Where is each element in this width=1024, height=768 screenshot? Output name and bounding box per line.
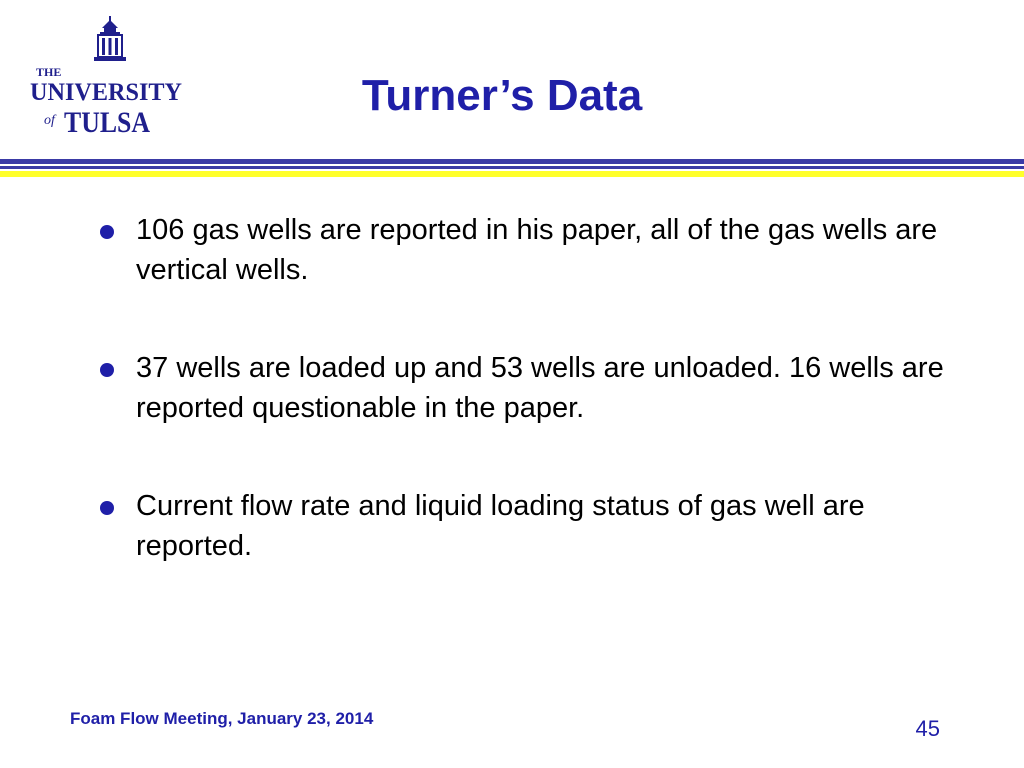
bullet-item: [96, 348, 966, 428]
building-icon: [94, 16, 126, 61]
bullet-dot-icon: [100, 501, 114, 515]
bullet-text: 37 wells are loaded up and 53 wells are unloaded. 16 wells are reported questionable in the paper.: [136, 352, 944, 424]
header-rule-yellow: [0, 171, 1024, 177]
bullet-dot-icon: [100, 225, 114, 239]
slide-title-text: Turner’s Data: [361, 71, 643, 120]
logo-university-text: UNIVERSITY: [30, 79, 182, 106]
bullet-item: [96, 486, 966, 566]
slide-title: [0, 66, 1024, 126]
footer-meeting-text: Foam Flow Meeting, January 23, 2014: [70, 709, 374, 728]
logo-of-text: of: [44, 113, 55, 128]
bullet-item: [96, 210, 966, 290]
bullet-list: [96, 210, 966, 624]
bullet-text: Current flow rate and liquid loading status of gas well are reported.: [136, 490, 865, 562]
logo-the-text: THE: [36, 65, 62, 79]
page-number: 45: [915, 716, 940, 741]
logo-tulsa-text: TULSA: [64, 106, 151, 139]
bullet-text: 106 gas wells are reported in his paper, all of the gas wells are vertical wells.: [136, 214, 938, 286]
header-rule-blue-top: [0, 159, 1024, 164]
bullet-dot-icon: [100, 363, 114, 377]
header-rule-blue-bottom: [0, 166, 1024, 169]
